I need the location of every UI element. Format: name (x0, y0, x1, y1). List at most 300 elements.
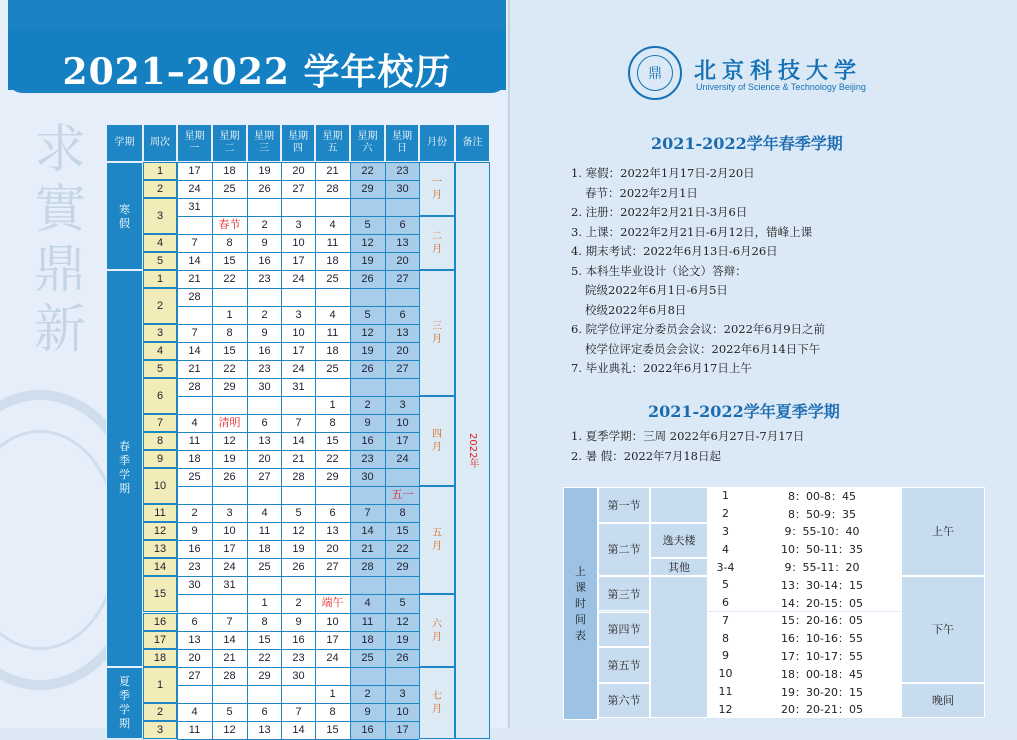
week-number-cell: 18 (143, 649, 177, 667)
header-cell: 星期 五 (315, 124, 350, 162)
lesson-number-cell: 1 (708, 487, 743, 505)
lesson-number-cell: 9 (708, 647, 743, 665)
seal-char: 新 (33, 300, 86, 360)
summer-item: 2. 暑 假：2022年7月18日起 (571, 448, 721, 463)
lesson-time-cell: 13：30-14：15 (743, 576, 901, 594)
day-cell: 24 (396, 453, 409, 466)
day-cell: 春节 (218, 219, 241, 232)
day-cell: 4 (329, 309, 336, 322)
day-cell: 14 (188, 255, 201, 268)
lesson-time-cell: 8：00-8：45 (743, 487, 901, 505)
lesson-number-cell: 8 (708, 629, 743, 647)
week-number-cell: 5 (143, 360, 177, 378)
day-cell: 8 (226, 237, 233, 250)
day-cell: 29 (326, 471, 339, 484)
day-cell: 15 (223, 255, 236, 268)
day-cell: 3 (295, 309, 302, 322)
day-cell: 21 (188, 363, 201, 376)
lesson-time-cell: 15：20-16：05 (743, 612, 901, 630)
day-cell: 1 (329, 399, 336, 412)
week-number-cell: 12 (143, 522, 177, 540)
month-cell: 三 月 (419, 270, 455, 396)
day-cell: 20 (292, 165, 305, 177)
week-number-cell: 13 (143, 540, 177, 558)
day-cell: 25 (361, 651, 374, 664)
seal-char: 鼎 (33, 240, 86, 300)
day-cell: 29 (223, 381, 236, 394)
day-cell: 17 (188, 165, 201, 177)
week-number-cell: 6 (143, 378, 177, 414)
day-cell: 18 (258, 543, 271, 556)
day-cell: 6 (399, 219, 406, 232)
day-cell: 21 (188, 273, 201, 286)
day-cell: 31 (292, 381, 305, 394)
building-cell (650, 487, 708, 523)
day-cell: 17 (326, 633, 339, 646)
day-cell: 30 (292, 669, 305, 682)
week-number-cell: 7 (143, 414, 177, 432)
day-cell: 16 (258, 345, 271, 358)
header-cell: 备注 (455, 124, 490, 162)
day-cell: 3 (399, 687, 406, 700)
day-cell: 8 (226, 327, 233, 340)
day-cell: 15 (326, 723, 339, 736)
period-cell: 第三节 (598, 576, 650, 612)
day-cell: 2 (261, 309, 268, 322)
lesson-time-cell: 17：10-17：55 (743, 647, 901, 665)
day-cell: 26 (361, 363, 374, 376)
building-cell: 逸夫楼 (650, 523, 708, 559)
week-number-cell: 16 (143, 613, 177, 631)
day-cell: 17 (292, 255, 305, 268)
day-cell: 6 (261, 705, 268, 718)
class-schedule-table (563, 487, 985, 720)
day-cell: 20 (396, 255, 409, 268)
day-cell: 1 (226, 309, 233, 322)
day-cell: 清明 (218, 417, 241, 430)
spring-item: 6. 院学位评定分委员会会议：2022年6月9日之前 (571, 322, 826, 336)
day-cell: 15 (223, 345, 236, 358)
week-number-cell: 4 (143, 234, 177, 252)
day-cell: 10 (292, 327, 305, 340)
session-cell: 上午 (901, 487, 985, 576)
day-cell: 7 (364, 507, 371, 520)
building-cell: 其他 (650, 558, 708, 576)
day-cell: 12 (223, 723, 236, 736)
lesson-number-cell: 2 (708, 505, 743, 523)
week-number-cell: 2 (143, 703, 177, 721)
day-cell: 五一 (391, 489, 414, 502)
day-cell: 26 (258, 183, 271, 196)
month-cell: 五 月 (419, 486, 455, 594)
day-cell: 26 (292, 561, 305, 574)
day-cell: 11 (326, 237, 339, 250)
day-cell: 29 (258, 669, 271, 682)
day-cell: 13 (188, 633, 201, 646)
day-cell: 22 (258, 651, 271, 664)
day-cell: 28 (188, 381, 201, 394)
lesson-time-cell: 9：55-10：40 (743, 523, 901, 541)
day-cell: 21 (361, 543, 374, 556)
day-cell: 7 (191, 327, 198, 340)
spring-item: 1. 寒假：2022年1月17日-2月20日 (571, 166, 755, 180)
day-cell: 13 (258, 723, 271, 736)
day-cell: 19 (292, 543, 305, 556)
month-cell: 六 月 (419, 594, 455, 666)
seal-char: 實 (33, 180, 86, 240)
lesson-number-cell: 3-4 (708, 558, 743, 576)
day-cell: 24 (292, 273, 305, 286)
day-cell: 19 (396, 633, 409, 646)
grid-line (177, 739, 419, 740)
spring-title: 2021-2022学年春季学期 (651, 134, 843, 153)
day-cell: 20 (396, 345, 409, 358)
header-cell: 星期 一 (177, 124, 212, 162)
spring-item: 2. 注册：2022年2月21日-3月6日 (571, 205, 748, 219)
day-cell: 25 (326, 273, 339, 286)
day-cell: 9 (364, 417, 371, 430)
day-cell: 23 (292, 651, 305, 664)
spring-item: 3. 上课：2022年2月21日-6月12日，错峰上课 (571, 224, 813, 239)
day-cell: 18 (188, 453, 201, 466)
summer-item: 1. 夏季学期：三周 2022年6月27日-7月17日 (571, 429, 805, 443)
header-cell: 周次 (143, 124, 177, 162)
period-cell: 第六节 (598, 683, 650, 719)
lesson-time-cell: 8：50-9：35 (743, 505, 901, 523)
day-cell: 6 (261, 417, 268, 430)
day-cell: 26 (361, 273, 374, 286)
day-cell: 6 (191, 615, 198, 628)
day-cell: 27 (396, 363, 409, 376)
day-cell: 13 (258, 435, 271, 448)
day-cell: 24 (292, 363, 305, 376)
day-cell: 10 (223, 525, 236, 538)
week-number-cell: 11 (143, 504, 177, 522)
day-cell: 16 (292, 633, 305, 646)
day-cell: 15 (396, 525, 409, 538)
day-cell: 10 (396, 705, 409, 718)
day-cell: 12 (292, 525, 305, 538)
grid-line (177, 288, 419, 289)
header-cell: 星期 二 (212, 124, 247, 162)
lesson-number-cell: 5 (708, 576, 743, 594)
lesson-time-cell: 19：30-20：15 (743, 683, 901, 701)
day-cell: 5 (364, 309, 371, 322)
lesson-number-cell: 3 (708, 523, 743, 541)
lesson-time-cell: 16：10-16：55 (743, 629, 901, 647)
day-cell: 12 (396, 615, 409, 628)
day-cell: 4 (329, 219, 336, 232)
lesson-time-cell: 9：55-11：20 (743, 558, 901, 576)
day-cell: 8 (399, 507, 406, 520)
week-number-cell: 2 (143, 288, 177, 324)
day-cell: 15 (258, 633, 271, 646)
day-cell: 23 (396, 165, 409, 177)
day-cell: 7 (295, 705, 302, 718)
day-cell: 5 (364, 219, 371, 232)
day-cell: 22 (326, 453, 339, 466)
day-cell: 29 (361, 183, 374, 196)
day-cell: 18 (326, 255, 339, 268)
university-name: 北京科技大学 (694, 58, 863, 84)
day-cell: 8 (261, 615, 268, 628)
week-number-cell: 10 (143, 468, 177, 504)
lesson-number-cell: 7 (708, 612, 743, 630)
page-title: 2021–2022 学年校历 (62, 51, 452, 93)
day-cell: 13 (326, 525, 339, 538)
day-cell: 3 (295, 219, 302, 232)
day-cell: 9 (295, 615, 302, 628)
day-cell: 28 (223, 669, 236, 682)
day-cell: 24 (188, 183, 201, 196)
header-cell: 学期 (106, 124, 143, 162)
day-cell: 2 (364, 399, 371, 412)
day-cell: 28 (292, 471, 305, 484)
day-cell: 2 (364, 687, 371, 700)
day-cell: 14 (292, 435, 305, 448)
day-cell: 28 (188, 291, 201, 304)
day-cell: 31 (223, 579, 236, 592)
day-cell: 29 (396, 561, 409, 574)
day-cell: 20 (258, 453, 271, 466)
day-cell: 9 (261, 327, 268, 340)
spring-item: 校学位评定委员会会议：2022年6月14日下午 (585, 341, 821, 356)
day-cell: 22 (223, 273, 236, 286)
day-cell: 20 (326, 543, 339, 556)
day-cell: 9 (364, 705, 371, 718)
day-cell: 3 (399, 399, 406, 412)
day-cell: 5 (295, 507, 302, 520)
university-emblem-icon: 鼎 (628, 46, 682, 100)
day-cell: 22 (223, 363, 236, 376)
day-cell: 14 (292, 723, 305, 736)
period-cell: 第一节 (598, 487, 650, 523)
week-number-cell: 15 (143, 576, 177, 612)
lesson-time-cell: 10：50-11：35 (743, 540, 901, 558)
week-number-cell: 8 (143, 432, 177, 450)
day-cell: 16 (361, 435, 374, 448)
week-number-cell: 3 (143, 721, 177, 739)
day-cell: 19 (258, 165, 271, 177)
day-cell: 21 (326, 165, 339, 177)
semester-cell: 春 季 学 期 (106, 270, 143, 666)
day-cell: 15 (326, 435, 339, 448)
day-cell: 17 (223, 543, 236, 556)
lesson-number-cell: 4 (708, 540, 743, 558)
day-cell: 6 (399, 309, 406, 322)
day-cell: 20 (188, 651, 201, 664)
day-cell: 13 (396, 237, 409, 250)
semester-cell: 寒 假 (106, 162, 143, 270)
spring-item: 4. 期末考试：2022年6月13日-6月26日 (571, 244, 778, 258)
day-cell: 4 (261, 507, 268, 520)
session-cell: 晚间 (901, 683, 985, 719)
period-cell: 第二节 (598, 523, 650, 576)
day-cell: 23 (188, 561, 201, 574)
spring-item: 春节：2022年2月1日 (585, 185, 698, 200)
day-cell: 28 (326, 183, 339, 196)
day-cell: 12 (223, 435, 236, 448)
day-cell: 9 (261, 237, 268, 250)
day-cell: 14 (188, 345, 201, 358)
day-cell: 27 (396, 273, 409, 286)
seal-char: 求 (33, 120, 86, 180)
week-number-cell: 4 (143, 342, 177, 360)
day-cell: 9 (191, 525, 198, 538)
session-cell: 下午 (901, 576, 985, 683)
notes-cell: 2022年 (455, 162, 490, 739)
week-number-cell: 1 (143, 270, 177, 288)
lesson-number-cell: 11 (708, 683, 743, 701)
day-cell: 11 (188, 435, 201, 448)
lesson-time-cell: 18：00-18：45 (743, 665, 901, 683)
grid-line (177, 198, 419, 199)
month-cell: 二 月 (419, 216, 455, 270)
day-cell: 27 (188, 669, 201, 682)
day-cell: 31 (188, 201, 201, 214)
period-cell: 第四节 (598, 612, 650, 648)
month-cell: 一 月 (419, 162, 455, 216)
day-cell: 23 (258, 273, 271, 286)
lesson-time-cell: 14：20-15：05 (743, 594, 901, 612)
day-cell: 2 (191, 507, 198, 520)
day-cell: 12 (361, 327, 374, 340)
week-number-cell: 2 (143, 180, 177, 198)
day-cell: 25 (258, 561, 271, 574)
header-cell: 月份 (419, 124, 455, 162)
day-cell: 14 (361, 525, 374, 538)
day-cell: 23 (258, 363, 271, 376)
week-number-cell: 3 (143, 198, 177, 234)
day-cell: 19 (361, 255, 374, 268)
day-cell: 8 (329, 417, 336, 430)
week-number-cell: 14 (143, 558, 177, 576)
period-cell: 第五节 (598, 647, 650, 683)
day-cell: 27 (258, 471, 271, 484)
calendar-table (0, 0, 510, 736)
day-cell: 6 (329, 507, 336, 520)
day-cell: 26 (223, 471, 236, 484)
day-cell: 12 (361, 237, 374, 250)
day-cell: 25 (223, 183, 236, 196)
day-cell: 19 (361, 345, 374, 358)
week-number-cell: 9 (143, 450, 177, 468)
day-cell: 30 (188, 579, 201, 592)
week-number-cell: 1 (143, 667, 177, 703)
spring-item: 校级2022年6月8日 (585, 302, 687, 317)
day-cell: 14 (223, 633, 236, 646)
day-cell: 17 (396, 723, 409, 736)
day-cell: 10 (292, 237, 305, 250)
header-cell: 星期 日 (385, 124, 419, 162)
day-cell: 端午 (321, 597, 344, 610)
schedule-label: 上 课 时 间 表 (563, 487, 598, 720)
day-cell: 13 (396, 327, 409, 340)
day-cell: 27 (326, 561, 339, 574)
day-cell: 30 (396, 183, 409, 196)
week-number-cell: 3 (143, 324, 177, 342)
day-cell: 28 (361, 561, 374, 574)
calendar-page (0, 0, 510, 736)
day-cell: 19 (223, 453, 236, 466)
day-cell: 11 (258, 525, 271, 538)
header-cell: 星期 六 (350, 124, 385, 162)
semester-cell: 夏 季 学 期 (106, 667, 143, 739)
month-cell: 七 月 (419, 667, 455, 739)
week-number-cell: 5 (143, 252, 177, 270)
day-cell: 17 (396, 435, 409, 448)
lesson-number-cell: 6 (708, 594, 743, 612)
week-number-cell: 1 (143, 162, 177, 180)
day-cell: 17 (292, 345, 305, 358)
lesson-time-cell: 20：20-21：05 (743, 700, 901, 718)
day-cell: 24 (326, 651, 339, 664)
header-cell: 星期 三 (247, 124, 281, 162)
day-cell: 7 (191, 237, 198, 250)
day-cell: 16 (361, 723, 374, 736)
spring-item: 5. 本科生毕业设计（论文）答辩： (571, 263, 747, 278)
spring-item: 院级2022年6月1日-6月5日 (585, 283, 728, 297)
lesson-number-cell: 12 (708, 700, 743, 718)
day-cell: 4 (191, 705, 198, 718)
day-cell: 30 (361, 471, 374, 484)
day-cell: 1 (261, 597, 268, 610)
day-cell: 11 (188, 723, 201, 736)
day-cell: 8 (329, 705, 336, 718)
university-name-en: University of Science & Technology Beijing (696, 82, 866, 92)
day-cell: 5 (399, 597, 406, 610)
header-cell: 星期 四 (281, 124, 315, 162)
building-cell (650, 576, 708, 718)
day-cell: 26 (396, 651, 409, 664)
day-cell: 27 (292, 183, 305, 196)
day-cell: 7 (295, 417, 302, 430)
day-cell: 18 (361, 633, 374, 646)
month-cell: 四 月 (419, 396, 455, 486)
week-number-cell: 17 (143, 631, 177, 649)
day-cell: 22 (361, 165, 374, 177)
grid-line (177, 486, 419, 487)
day-cell: 21 (223, 651, 236, 664)
day-cell: 23 (361, 453, 374, 466)
day-cell: 10 (326, 615, 339, 628)
day-cell: 2 (261, 219, 268, 232)
spring-item: 7. 毕业典礼：2022年6月17日上午 (571, 361, 752, 375)
day-cell: 24 (223, 561, 236, 574)
day-cell: 25 (326, 363, 339, 376)
day-cell: 11 (326, 327, 339, 340)
day-cell: 22 (396, 543, 409, 556)
day-cell: 18 (223, 165, 236, 177)
day-cell: 30 (258, 381, 271, 394)
day-cell: 21 (292, 453, 305, 466)
day-cell: 25 (188, 471, 201, 484)
summer-title: 2021-2022学年夏季学期 (648, 402, 840, 421)
lesson-number-cell: 10 (708, 665, 743, 683)
day-cell: 2 (295, 597, 302, 610)
day-cell: 7 (226, 615, 233, 628)
day-cell: 4 (364, 597, 371, 610)
day-cell: 11 (361, 615, 374, 628)
day-cell: 16 (258, 255, 271, 268)
day-cell: 1 (329, 687, 336, 700)
day-cell: 18 (326, 345, 339, 358)
day-cell: 5 (226, 705, 233, 718)
day-cell: 10 (396, 417, 409, 430)
day-cell: 4 (191, 417, 198, 430)
day-cell: 3 (226, 507, 233, 520)
day-cell: 16 (188, 543, 201, 556)
